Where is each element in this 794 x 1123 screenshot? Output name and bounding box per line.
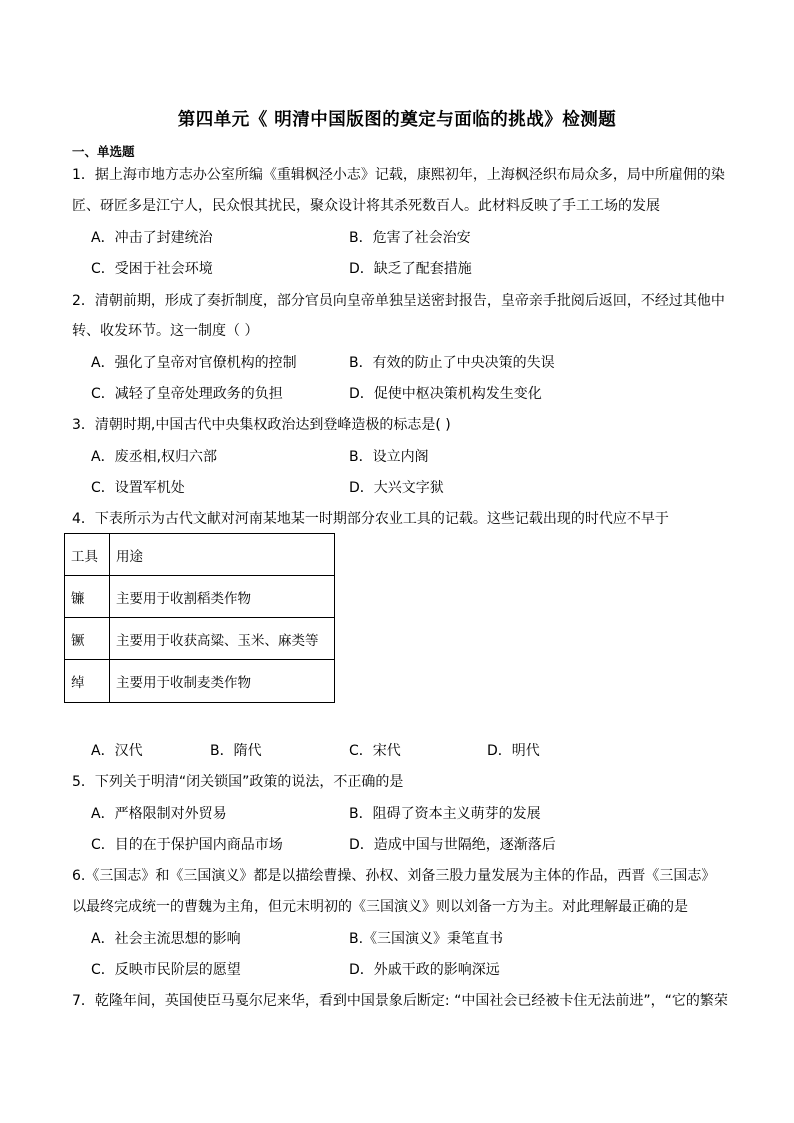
- question-3-text-line-1: 3．清朝时期,中国古代中央集权政治达到登峰造极的标志是( ): [72, 417, 451, 433]
- question-5-option-b[interactable]: B．阻碍了资本主义萌芽的发展: [349, 806, 541, 822]
- table-header-cell: 用途: [110, 534, 335, 576]
- table-cell: 主要用于收制麦类作物: [110, 660, 335, 703]
- question-3-option-c[interactable]: C．设置军机处: [91, 480, 185, 496]
- question-3-option-a[interactable]: A．废丞相,权归六部: [91, 449, 218, 465]
- table-header-row: [65, 534, 335, 576]
- question-4-option-c[interactable]: C．宋代: [349, 743, 401, 759]
- question-6-text-line-1: 6.《三国志》和《三国演义》都是以描绘曹操、孙权、刘备三股力量发展为主体的作品，西晋《三国志》: [72, 868, 716, 884]
- tools-table: [64, 533, 335, 703]
- question-3-option-b[interactable]: B．设立内阁: [349, 449, 429, 465]
- question-1-option-d[interactable]: D．缺乏了配套措施: [349, 261, 472, 277]
- question-1-text-line-1: 1．据上海市地方志办公室所编《重辑枫泾小志》记载，康熙初年，上海枫泾织布局众多，局中所雇佣的染: [72, 167, 725, 183]
- question-5-option-d[interactable]: D．造成中国与世隔绝，逐渐落后: [349, 837, 556, 853]
- question-5-text-line-1: 5．下列关于明清“闭关锁国”政策的说法，不正确的是: [72, 774, 404, 790]
- question-2-option-c[interactable]: C．减轻了皇帝处理政务的负担: [91, 386, 283, 402]
- question-1-option-c[interactable]: C．受困于社会环境: [91, 261, 213, 277]
- table-cell: 主要用于收割稻类作物: [110, 576, 335, 618]
- table-row: [65, 618, 335, 660]
- table-cell: 镢: [65, 618, 110, 660]
- table-row: [65, 660, 335, 703]
- question-1-option-b[interactable]: B．危害了社会治安: [349, 230, 471, 246]
- question-7-text-line-1: 7．乾隆年间，英国使臣马戛尔尼来华，看到中国景象后断定: “中国社会已经被卡住无法前进”，“它的繁荣: [72, 993, 728, 1009]
- question-4-option-b[interactable]: B．隋代: [210, 743, 262, 759]
- question-6-option-b[interactable]: B.《三国演义》秉笔直书: [349, 931, 504, 947]
- question-1-option-a[interactable]: A．冲击了封建统治: [91, 230, 213, 246]
- question-2-text-line-1: 2．清朝前期，形成了奏折制度，部分官员向皇帝单独呈送密封报告，皇帝亲手批阅后返回，不经过其他中: [72, 293, 725, 309]
- page-title: 第四单元《 明清中国版图的奠定与面临的挑战》检测题: [177, 110, 617, 130]
- question-4-option-a[interactable]: A．汉代: [91, 743, 143, 759]
- question-5-option-a[interactable]: A．严格限制对外贸易: [91, 806, 227, 822]
- question-5-option-c[interactable]: C．目的在于保护国内商品市场: [91, 837, 283, 853]
- table-header-cell: 工具: [65, 534, 110, 576]
- question-6-option-d[interactable]: D．外戚干政的影响深远: [349, 962, 500, 978]
- table-cell: 主要用于收获高粱、玉米、麻类等: [110, 618, 335, 660]
- question-1-text-line-2: 匠、砑匠多是江宁人，民众恨其扰民，聚众设计将其杀死数百人。此材料反映了手工工场的发展: [72, 198, 660, 214]
- section-heading: 一、单选题: [72, 144, 135, 159]
- question-4-option-d[interactable]: D．明代: [487, 743, 540, 759]
- question-2-option-d[interactable]: D．促使中枢决策机构发生变化: [349, 386, 542, 402]
- question-6-option-c[interactable]: C．反映市民阶层的愿望: [91, 962, 241, 978]
- table-row: [65, 576, 335, 618]
- question-4-text-line-1: 4．下表所示为古代文献对河南某地某一时期部分农业工具的记载。这些记载出现的时代应不早于: [72, 511, 669, 527]
- question-2-text-line-2: 转、收发环节。这一制度（ ）: [72, 323, 259, 339]
- question-6-text-line-2: 以最终完成统一的曹魏为主角，但元末明初的《三国演义》则以刘备一方为主。对此理解最正确的是: [72, 899, 688, 915]
- table-cell: 绰: [65, 660, 110, 703]
- question-6-option-a[interactable]: A．社会主流思想的影响: [91, 931, 241, 947]
- table-cell: 镰: [65, 576, 110, 618]
- question-2-option-a[interactable]: A．强化了皇帝对官僚机构的控制: [91, 355, 297, 371]
- question-3-option-d[interactable]: D．大兴文字狱: [349, 480, 444, 496]
- question-2-option-b[interactable]: B．有效的防止了中央决策的失误: [349, 355, 555, 371]
